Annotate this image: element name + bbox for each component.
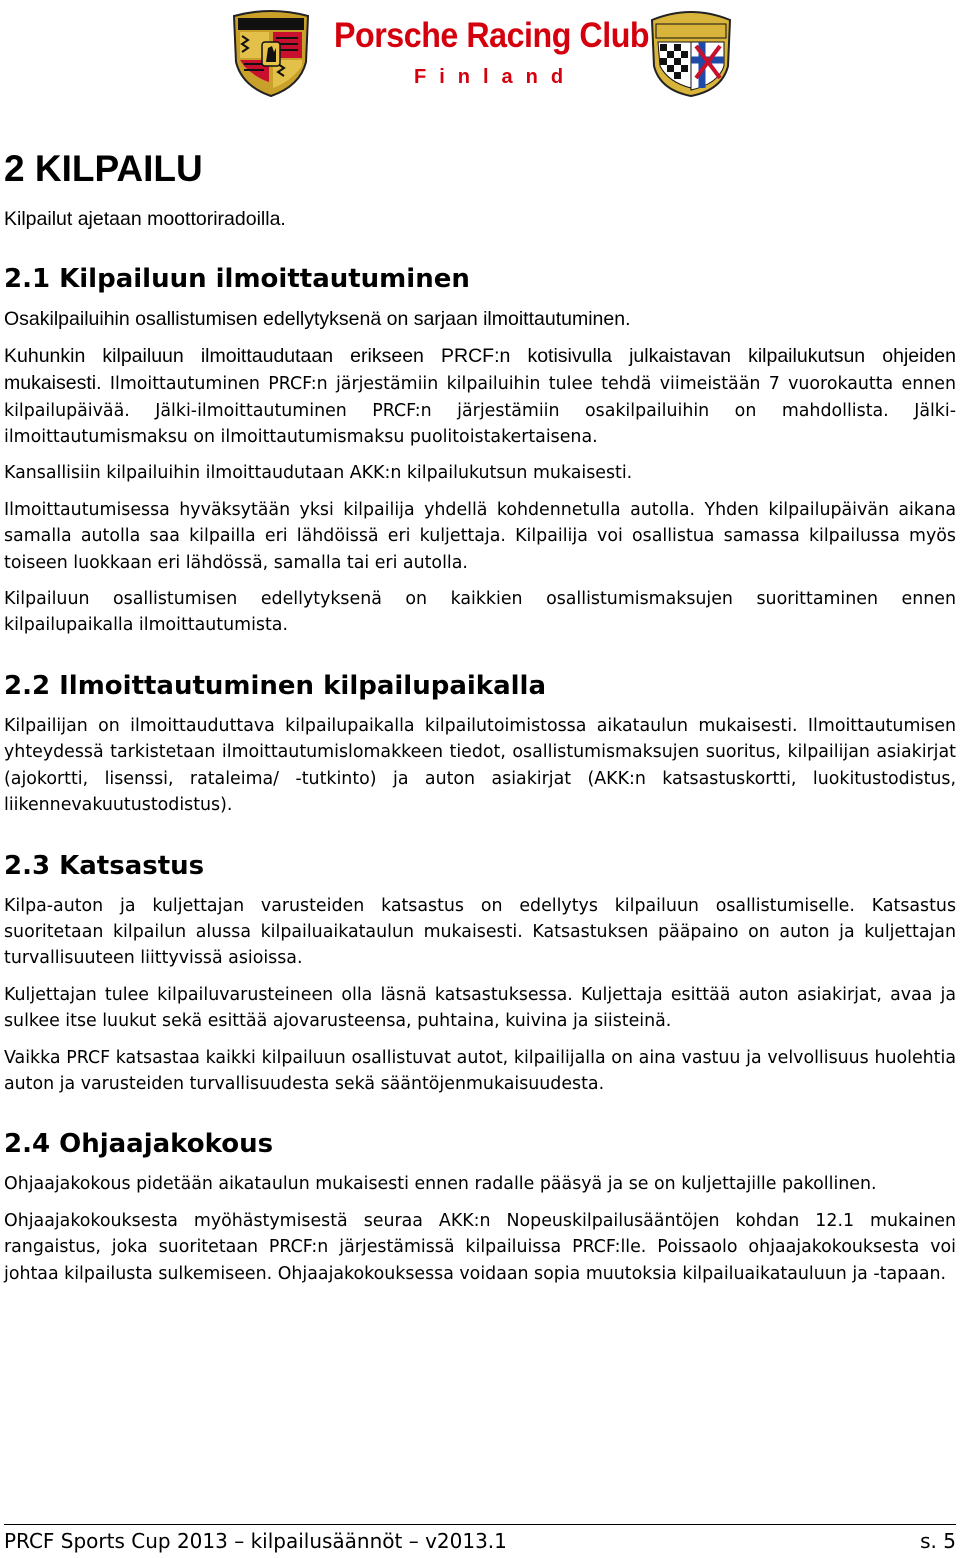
page-header [0, 0, 960, 100]
paragraph-2-1-4: Ilmoittautumisessa hyväksytään yksi kilpailija yhdellä kohdennetulla autolla. Yhden kilpailupäivän aikana samalla autolla saa kilpailla eri lähdöissä eri kuljettaja. Kilpailija voi osallistua samassa kilpailussa myös toiseen luokkaan eri lähdössä, samalla tai eri autolla. [4, 499, 956, 573]
section-title: 2 KILPAILU [4, 148, 203, 189]
porsche-racing-club-finland-emblem [648, 6, 734, 98]
paragraph-2-1-3: Kansallisiin kilpailuihin ilmoittaudutaan AKK:n kilpailukutsun mukaisesti. [4, 463, 633, 484]
section-intro: Kilpailut ajetaan moottoriradoilla. [4, 208, 286, 230]
heading-2-1: 2.1 Kilpailuun ilmoittautuminen [4, 264, 470, 295]
paragraph-2-1-2-part-b: Ilmoittautuminen PRCF:n järjestämiin kilpailuihin tulee tehdä viimeistään 7 vuorokautta ennen kilpailupäivää. Jälki-ilmoittautuminen PRCF:n järjestämiin osakilpailuihin on mahdollista. Jälki-ilmoittautumismaksu on ilmoittautumismaksu puolitoistakertaisena. [4, 374, 956, 448]
paragraph-2-4-1: Ohjaajakokous pidetään aikataulun mukaisesti ennen radalle pääsyä ja se on kuljettajille pakollinen. [4, 1174, 877, 1195]
paragraph-2-3-2: Kuljettajan tulee kilpailuvarusteineen olla läsnä katsastuksessa. Kuljettaja esittää auton asiakirjat, avaa ja sulkee itse luukut sekä esittää ajovarusteensa, puhtaina, kuivina ja siisteinä. [4, 984, 956, 1032]
footer-document-title: PRCF Sports Cup 2013 – kilpailusäännöt – v2013.1 [4, 1529, 507, 1553]
porsche-crest-logo [228, 4, 314, 98]
paragraph-2-3-3: Vaikka PRCF katsastaa kaikki kilpailuun osallistuvat autot, kilpailijalla on aina vastuu ja velvollisuus huolehtia auton ja varusteiden turvallisuudesta sekä sääntöjenmukaisuudesta. [4, 1047, 956, 1094]
heading-2-2: 2.2 Ilmoittautuminen kilpailupaikalla [4, 670, 547, 701]
page-footer [4, 1526, 956, 1556]
paragraph-2-2-1: Kilpailijan on ilmoittauduttava kilpailupaikalla kilpailutoimistossa aikataulun mukaisesti. Ilmoittautumisen yhteydessä tarkistetaan ilmoittautumislomakkeen tiedot, osallistumismaksujen suoritus, kilpailijan asiakirjat (ajokortti, lisenssi, rataleima/ -tutkinto) ja auton asiakirjat (AKK:n katsastuskortti, luokitustodistus, liikennevakuutustodistus). [4, 715, 956, 816]
club-title: Porsche Racing Club [334, 16, 650, 55]
heading-2-3: 2.3 Katsastus [4, 850, 205, 881]
club-subtitle: Finland [414, 66, 577, 88]
footer-rule [4, 1524, 956, 1525]
paragraph-2-1-1: Osakilpailuihin osallistumisen edellytyksenä on sarjaan ilmoittautuminen. [4, 308, 631, 331]
footer-page-number: s. 5 [920, 1529, 956, 1553]
paragraph-2-1-2 [4, 343, 956, 451]
document-body [4, 146, 956, 1287]
paragraph-2-1-5: Kilpailuun osallistumisen edellytyksenä on kaikkien osallistumismaksujen suorittaminen ennen kilpailupaikalla ilmoittautumista. [4, 589, 956, 636]
paragraph-2-4-2: Ohjaajakokouksesta myöhästymisestä seuraa AKK:n Nopeuskilpailusääntöjen kohdan 12.1 mukainen rangaistus, joka suoritetaan PRCF:n järjestämissä kilpailuissa PRCF:lle. Poissaolo ohjaajakokouksesta voi johtaa kilpailusta sulkemiseen. Ohjaajakokouksessa voidaan sopia muutoksia kilpailuaikatauluun ja -tapaan. [4, 1210, 956, 1284]
paragraph-2-3-1: Kilpa-auton ja kuljettajan varusteiden katsastus on edellytys kilpailuun osallistumiselle. Katsastus suoritetaan kilpailun alussa kilpailuaikataulun mukaisesti. Katsastuksen pääpaino on auton ja kuljettajan turvallisuuteen liittyvissä asioissa. [4, 895, 956, 969]
paragraph-2-1-2-part-a: Kuhunkin kilpailuun ilmoittaudutaan erikseen PRCF:n kotisivulla julkaistavan kilpailukutsun ohjeiden mukaisesti. [4, 344, 956, 395]
heading-2-4: 2.4 Ohjaajakokous [4, 1129, 274, 1160]
